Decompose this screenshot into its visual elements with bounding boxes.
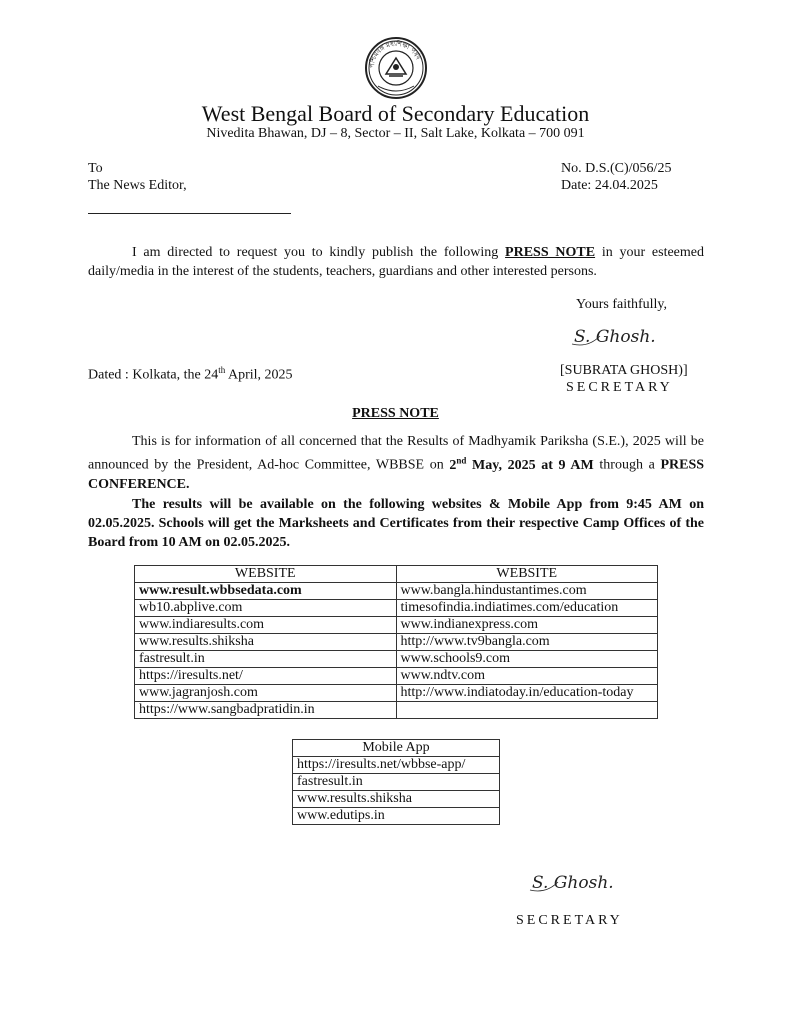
table-header-row <box>293 740 500 757</box>
table-row <box>135 634 658 651</box>
board-address: Nivedita Bhawan, DJ – 8, Sector – II, Salt Lake, Kolkata – 700 091 <box>206 126 585 141</box>
to-label: To <box>88 161 103 176</box>
website-link[interactable]: www.ndtv.com <box>396 668 658 685</box>
website-link[interactable]: www.indiaresults.com <box>135 617 397 634</box>
table-row <box>135 600 658 617</box>
website-link[interactable]: www.indianexpress.com <box>396 617 658 634</box>
p1-date-sup: nd <box>456 455 467 465</box>
website-link[interactable]: https://iresults.net/ <box>135 668 397 685</box>
website-link[interactable]: https://www.sangbadpratidin.in <box>135 702 397 719</box>
table-row <box>135 651 658 668</box>
mobile-app-table <box>292 739 500 825</box>
table-header-cell: WEBSITE <box>396 566 658 583</box>
seal-text: পশ্চিমবঙ্গ মধ্যশিক্ষা পর্ষদ <box>367 39 423 69</box>
yours-faithfully: Yours faithfully, <box>576 297 668 312</box>
dated-sup: th <box>218 365 226 375</box>
table-row <box>293 757 500 774</box>
press-note-paragraph-2 <box>88 495 704 552</box>
website-link[interactable]: www.result.wbbsedata.com <box>135 583 397 600</box>
table-row <box>293 774 500 791</box>
dated-suffix: April, 2025 <box>225 367 293 383</box>
table-header-row <box>135 566 658 583</box>
p1-date-rest: May, 2025 at 9 AM <box>466 457 594 473</box>
signature-text: S. Ghosh. <box>574 327 656 347</box>
p1-mid: through a <box>593 457 661 473</box>
press-note-heading: PRESS NOTE <box>352 406 439 421</box>
app-link[interactable]: fastresult.in <box>293 774 500 791</box>
recipient: The News Editor, <box>88 178 187 193</box>
table-row <box>293 808 500 825</box>
p1-bold-end: PRESS CONFERENCE. <box>88 457 705 492</box>
website-link[interactable]: http://www.indiatoday.in/education-today <box>396 685 658 702</box>
signature-image <box>570 318 660 352</box>
website-link[interactable]: wb10.abplive.com <box>135 600 397 617</box>
website-link[interactable]: fastresult.in <box>135 651 397 668</box>
board-title: West Bengal Board of Secondary Education <box>201 101 590 126</box>
table-row <box>135 583 658 600</box>
footer-signature-image <box>528 864 618 898</box>
website-link[interactable]: www.results.shiksha <box>135 634 397 651</box>
divider-line <box>88 213 291 214</box>
p1-text: This is for information of all concerned that the Results of Madhyamik Pariksha (S.E.), 2025 will be announced by the President, Ad-hoc Committee, WBBSE on <box>88 434 704 473</box>
table-row <box>293 791 500 808</box>
dated-prefix: Dated : Kolkata, the 24 <box>88 367 219 383</box>
website-link[interactable]: www.schools9.com <box>396 651 658 668</box>
memo-date: Date: 24.04.2025 <box>561 178 658 193</box>
footer-designation: SECRETARY <box>516 913 623 928</box>
app-link[interactable]: www.results.shiksha <box>293 791 500 808</box>
websites-table <box>134 565 658 719</box>
dated-line <box>88 362 293 384</box>
table-row <box>135 702 658 719</box>
request-paragraph <box>88 243 704 281</box>
p1-date-num: 2 <box>449 457 457 473</box>
request-text-end: in your esteemed daily/media in the interest of the students, teachers, guardians and other interested persons. <box>88 245 704 279</box>
table-row <box>135 685 658 702</box>
reference-number: No. D.S.(C)/056/25 <box>561 161 672 176</box>
footer-signature-text: S. Ghosh. <box>532 873 614 893</box>
website-link[interactable]: http://www.tv9bangla.com <box>396 634 658 651</box>
board-seal <box>364 36 428 100</box>
secretary-name: [SUBRATA GHOSH)] <box>560 363 688 378</box>
app-link[interactable]: https://iresults.net/wbbse-app/ <box>293 757 500 774</box>
table-row <box>135 617 658 634</box>
secretary-designation: SECRETARY <box>566 380 673 395</box>
table-row <box>135 668 658 685</box>
app-link[interactable]: www.edutips.in <box>293 808 500 825</box>
press-note-paragraph-1 <box>88 432 704 494</box>
website-link[interactable]: www.bangla.hindustantimes.com <box>396 583 658 600</box>
p2-text: The results will be available on the following websites & Mobile App from 9:45 AM on 02.05.2025. Schools will get the Marksheets and Certificates from their respective Camp Offices of the Board from 10 AM on 02.05.2025. <box>88 497 704 550</box>
press-note-highlight: PRESS NOTE <box>505 245 596 260</box>
empty-cell <box>396 702 658 719</box>
table-header-cell: WEBSITE <box>135 566 397 583</box>
website-link[interactable]: www.jagranjosh.com <box>135 685 397 702</box>
table-header-cell: Mobile App <box>293 740 500 757</box>
website-link[interactable]: timesofindia.indiatimes.com/education <box>396 600 658 617</box>
request-text-start: I am directed to request you to kindly publish the following <box>132 245 506 260</box>
